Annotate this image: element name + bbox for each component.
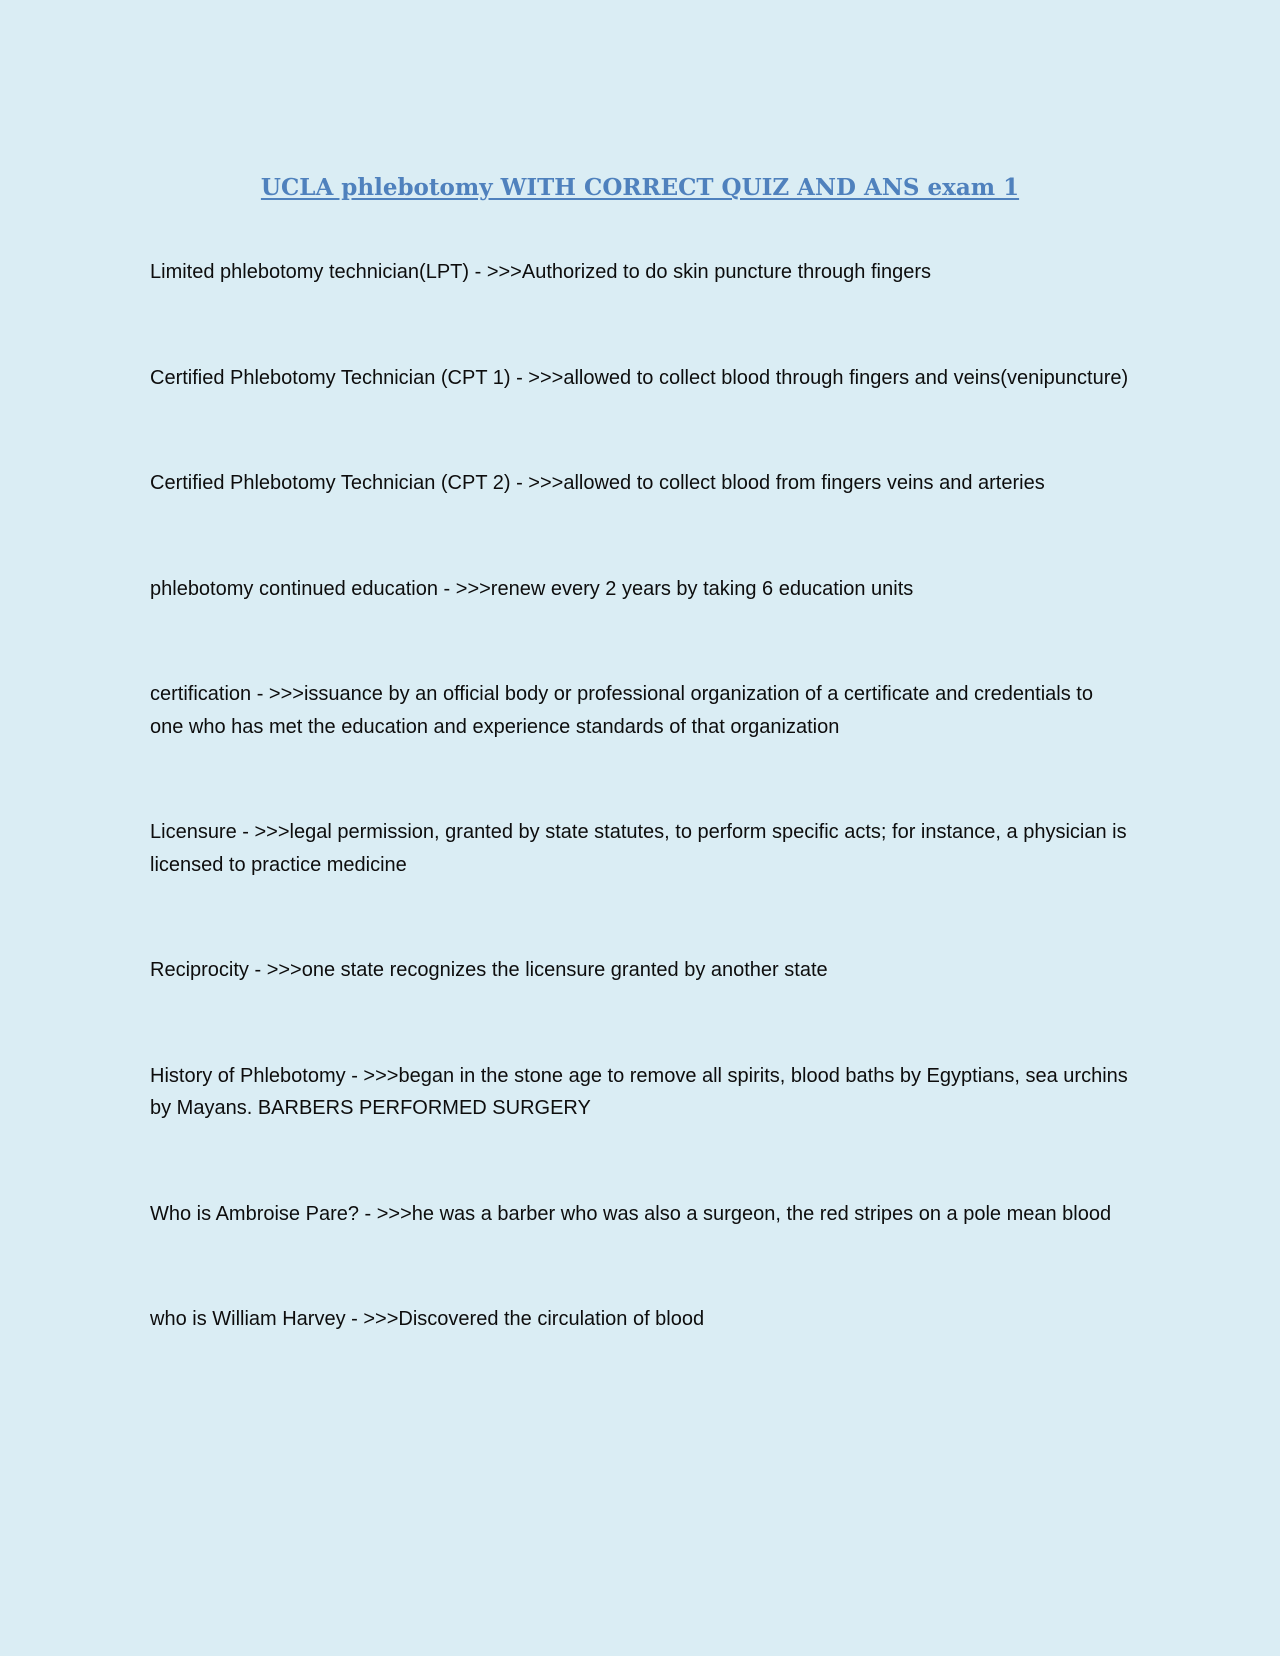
qa-entry-licensure: Licensure - >>>legal permission, granted by state statutes, to perform specific acts; for instance, a physician is licensed to practice medicine: [150, 821, 1127, 876]
document-page: [150, 0, 1130, 1656]
qa-entry-cpt-2: Certified Phlebotomy Technician (CPT 2) - >>>allowed to collect blood from fingers veins and arteries: [150, 472, 1045, 494]
document-title: UCLA phlebotomy WITH CORRECT QUIZ AND ANS exam 1: [260, 174, 1020, 201]
qa-entry-limited-phlebotomy-technician: Limited phlebotomy technician(LPT) - >>>Authorized to do skin puncture through fingers: [150, 261, 931, 283]
qa-entry-cpt-1: Certified Phlebotomy Technician (CPT 1) - >>>allowed to collect blood through fingers and veins(venipuncture): [150, 366, 1129, 389]
qa-entry-ambroise-pare: Who is Ambroise Pare? - >>>he was a barber who was also a surgeon, the red stripes on a pole mean blood: [150, 1202, 1112, 1225]
qa-entry-continued-education: phlebotomy continued education - >>>renew every 2 years by taking 6 education units: [150, 577, 914, 600]
qa-entry-certification: certification - >>>issuance by an official body or professional organization of a certificate and credentials to one who has met the education and experience standards of that organization: [150, 683, 1093, 738]
qa-entry-william-harvey: who is William Harvey - >>>Discovered the circulation of blood: [150, 1308, 705, 1330]
qa-entry-reciprocity: Reciprocity - >>>one state recognizes the licensure granted by another state: [150, 959, 828, 981]
qa-list: [150, 256, 1130, 1409]
qa-entry-history-of-phlebotomy: History of Phlebotomy - >>>began in the stone age to remove all spirits, blood baths by Egyptians, sea urchins by Mayans. BARBERS PERFORMED SURGERY: [150, 1064, 1128, 1119]
